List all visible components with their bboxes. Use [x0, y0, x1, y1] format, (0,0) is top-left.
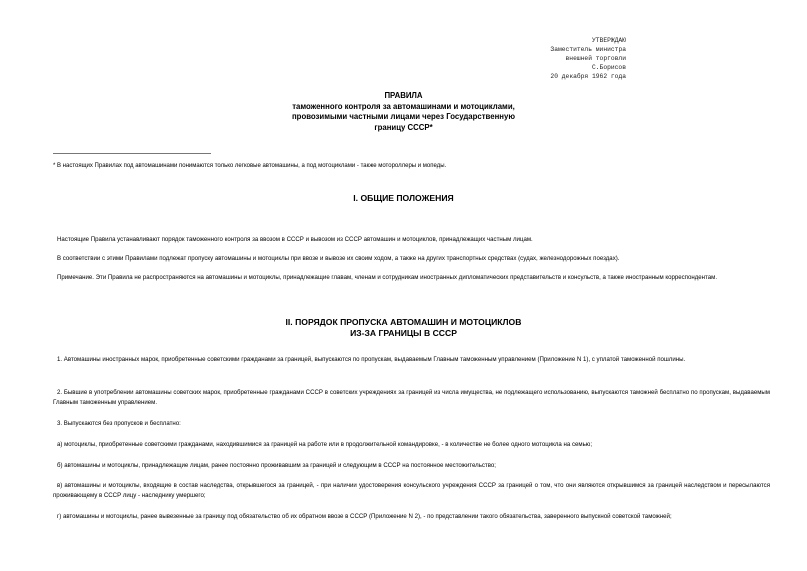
section-2-heading: [0, 317, 807, 339]
approval-position: Заместитель министра: [550, 46, 626, 53]
paragraph-text: 3. Выпускаются без пропусков и бесплатно:: [57, 420, 181, 427]
paragraph-text: г) автомашины и мотоциклы, ранее вывезенные за границу под обязательство об их обратном ввозе в СССР (Приложение N 2), - по представлении такого обязательства, заверенного выпускной советской таможней;: [57, 513, 672, 520]
paragraph-text: Примечание. Эти Правила не распространяются на автомашины и мотоциклы, принадлежащие главам, членам и сотрудникам иностранных дипломатических представительств и консульств, а также иностранным корреспондентам.: [57, 274, 718, 281]
list-item: [53, 440, 770, 450]
paragraph: [53, 235, 770, 245]
title-line-2: таможенного контроля за автомашинами и мотоциклами,: [292, 101, 515, 111]
approval-heading: УТВЕРЖДАЮ: [591, 37, 626, 44]
document-title: [0, 91, 807, 133]
section-1-heading: [0, 193, 807, 204]
title-line-3: провозимыми частными лицами через Государственную: [291, 112, 516, 121]
paragraph-text: а) мотоциклы, приобретенные советскими гражданами, находившимися за границей на работе или в продолжительной командировке, - в количестве не более одного мотоцикла на семью;: [57, 441, 593, 448]
paragraph-text: Настоящие Правила устанавливают порядок таможенного контроля за ввозом в СССР и вывозом из СССР автомашин и мотоциклов, принадлежащих частным лицам.: [57, 236, 533, 243]
paragraph-text: в) автомашины и мотоциклы, входящие в состав наследства, открывшегося за границей, - при наличии удостоверения консульского учреждения СССР за границей о том, что они являются открывшимся за границей наследством и пересылаются проживающему в СССР лицу - наследнику умершего;: [53, 482, 770, 499]
paragraph: [53, 355, 770, 365]
title-line-4: границу СССР*: [374, 122, 433, 132]
approval-signatory: С.Борисов: [591, 64, 626, 71]
paragraph-text: б) автомашины и мотоциклы, принадлежащие лицам, ранее постоянно проживавшим за границей и следующим в СССР на постоянное местожительство;: [57, 462, 496, 469]
approval-date: 20 декабря 1962 года: [550, 73, 626, 80]
approval-ministry: внешней торговли: [565, 55, 626, 62]
paragraph-text: В соответствии с этими Правилами подлежат пропуску автомашины и мотоциклы при ввозе и вывозе их своим ходом, а также на других транспортных средствах (судах, железнодорожных поездах).: [57, 255, 620, 262]
paragraph-text: 2. Бывшие в употреблении автомашины советских марок, приобретенные гражданами СССР в советских учреждениях за границей из числа имущества, не подлежащего использованию, выпускаются таможней бесплатно по пропускам, выдаваемым Главным таможенным управлением.: [53, 389, 770, 406]
paragraph: [53, 419, 770, 429]
section-2-heading-line-2: ИЗ-ЗА ГРАНИЦЫ В СССР: [350, 328, 457, 338]
list-item: [53, 512, 770, 522]
paragraph: [53, 388, 770, 407]
title-line-1: ПРАВИЛА: [384, 91, 423, 100]
footnote: * В настоящих Правилах под автомашинами понимаются только легковые автомашины, а под мотоциклами - также мотороллеры и мопеды.: [53, 163, 447, 169]
paragraph-text: 1. Автомашины иностранных марок, приобретенные советскими гражданами за границей, выпускаются по пропускам, выдаваемым Главным таможенным управлением (Приложение N 1), с уплатой таможенной пошлины.: [57, 356, 686, 363]
approval-stamp: [506, 36, 626, 81]
paragraph: [53, 254, 770, 264]
section-1-heading-text: I. ОБЩИЕ ПОЛОЖЕНИЯ: [353, 193, 454, 203]
list-item: [53, 481, 770, 500]
list-item: [53, 461, 770, 471]
paragraph-note: [53, 273, 770, 283]
footnote-divider: [53, 153, 211, 154]
section-2-heading-line-1: II. ПОРЯДОК ПРОПУСКА АВТОМАШИН И МОТОЦИКЛОВ: [285, 317, 522, 327]
